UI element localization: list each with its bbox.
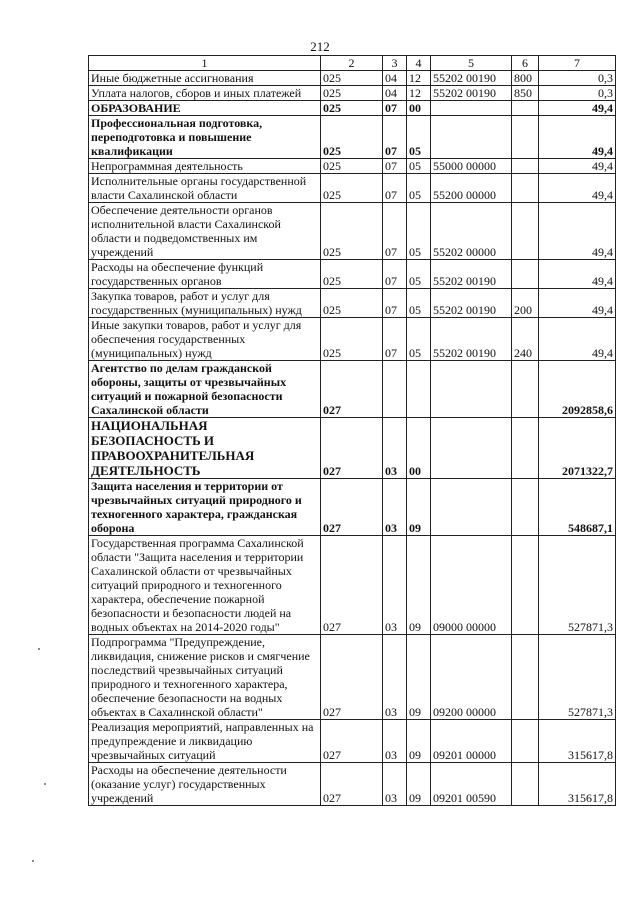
column-header: 5	[431, 56, 512, 71]
subsection-cell: 05	[407, 174, 431, 203]
row-name-cell: Профессиональная подготовка, переподготовка и повышение квалификации	[89, 116, 321, 159]
expense-type-cell	[512, 159, 539, 174]
table-row	[89, 260, 616, 289]
column-header: 2	[321, 56, 383, 71]
ministry-code-cell: 025	[321, 101, 383, 116]
column-header: 7	[539, 56, 616, 71]
target-article-cell: 55202 00000	[431, 203, 512, 260]
column-header: 4	[407, 56, 431, 71]
table-row	[89, 203, 616, 260]
target-article-cell: 55202 00190	[431, 289, 512, 318]
ministry-code-cell: 027	[321, 720, 383, 763]
row-name-cell: Уплата налогов, сборов и иных платежей	[89, 86, 321, 101]
amount-cell: 527871,3	[539, 536, 616, 635]
table-row	[89, 536, 616, 635]
target-article-cell	[431, 116, 512, 159]
row-name-cell: ОБРАЗОВАНИЕ	[89, 101, 321, 116]
expense-type-cell	[512, 203, 539, 260]
expense-type-cell: 240	[512, 318, 539, 361]
target-article-cell: 09201 00590	[431, 763, 512, 806]
section-cell: 07	[383, 116, 407, 159]
target-article-cell	[431, 479, 512, 536]
subsection-cell: 05	[407, 318, 431, 361]
amount-cell: 49,4	[539, 101, 616, 116]
scan-speck	[32, 860, 34, 862]
amount-cell: 315617,8	[539, 720, 616, 763]
expense-type-cell: 850	[512, 86, 539, 101]
row-name-cell: Непрограммная деятельность	[89, 159, 321, 174]
table-row	[89, 479, 616, 536]
budget-table	[88, 55, 616, 806]
ministry-code-cell: 025	[321, 86, 383, 101]
expense-type-cell	[512, 101, 539, 116]
table-row	[89, 159, 616, 174]
amount-cell: 49,4	[539, 203, 616, 260]
amount-cell: 49,4	[539, 116, 616, 159]
table-row	[89, 763, 616, 806]
section-cell: 03	[383, 720, 407, 763]
ministry-code-cell: 025	[321, 318, 383, 361]
subsection-cell: 05	[407, 116, 431, 159]
section-cell: 04	[383, 86, 407, 101]
ministry-code-cell: 027	[321, 361, 383, 418]
amount-cell: 548687,1	[539, 479, 616, 536]
row-name-cell: Закупка товаров, работ и услуг для государственных (муниципальных) нужд	[89, 289, 321, 318]
section-cell: 03	[383, 536, 407, 635]
amount-cell: 0,3	[539, 86, 616, 101]
ministry-code-cell: 025	[321, 203, 383, 260]
section-cell: 03	[383, 418, 407, 479]
row-name-cell: Расходы на обеспечение деятельности (оказание услуг) государственных учреждений	[89, 763, 321, 806]
table-row	[89, 635, 616, 720]
column-header: 1	[89, 56, 321, 71]
table-row	[89, 361, 616, 418]
subsection-cell: 12	[407, 71, 431, 86]
subsection-cell: 12	[407, 86, 431, 101]
row-name-cell: НАЦИОНАЛЬНАЯ БЕЗОПАСНОСТЬ И ПРАВООХРАНИТЕЛЬНАЯ ДЕЯТЕЛЬНОСТЬ	[89, 418, 321, 479]
amount-cell: 49,4	[539, 289, 616, 318]
target-article-cell	[431, 418, 512, 479]
row-name-cell: Обеспечение деятельности органов исполнительной власти Сахалинской области и подведомственных им учреждений	[89, 203, 321, 260]
ministry-code-cell: 027	[321, 763, 383, 806]
section-cell: 07	[383, 289, 407, 318]
subsection-cell: 05	[407, 289, 431, 318]
ministry-code-cell: 025	[321, 71, 383, 86]
table-row	[89, 318, 616, 361]
subsection-cell: 05	[407, 203, 431, 260]
amount-cell: 2071322,7	[539, 418, 616, 479]
section-cell: 07	[383, 318, 407, 361]
ministry-code-cell: 027	[321, 635, 383, 720]
table-header-row	[89, 56, 616, 71]
subsection-cell: 09	[407, 763, 431, 806]
section-cell: 07	[383, 203, 407, 260]
amount-cell: 527871,3	[539, 635, 616, 720]
page-number: 212	[310, 39, 330, 54]
section-cell: 07	[383, 101, 407, 116]
ministry-code-cell: 025	[321, 174, 383, 203]
target-article-cell: 55202 00190	[431, 260, 512, 289]
subsection-cell: 00	[407, 101, 431, 116]
row-name-cell: Исполнительные органы государственной власти Сахалинской области	[89, 174, 321, 203]
ministry-code-cell: 027	[321, 479, 383, 536]
table-row	[89, 71, 616, 86]
target-article-cell: 55202 00190	[431, 86, 512, 101]
expense-type-cell	[512, 260, 539, 289]
ministry-code-cell: 025	[321, 289, 383, 318]
table-row	[89, 116, 616, 159]
row-name-cell: Реализация мероприятий, направленных на предупреждение и ликвидацию чрезвычайных ситуаций	[89, 720, 321, 763]
ministry-code-cell: 027	[321, 536, 383, 635]
row-name-cell: Иные закупки товаров, работ и услуг для обеспечения государственных (муниципальных) нужд	[89, 318, 321, 361]
row-name-cell: Агентство по делам гражданской обороны, защиты от чрезвычайных ситуаций и пожарной безопасности Сахалинской области	[89, 361, 321, 418]
target-article-cell	[431, 361, 512, 418]
subsection-cell	[407, 361, 431, 418]
row-name-cell: Подпрограмма "Предупреждение, ликвидация, снижение рисков и смягчение последствий чрезвычайных ситуаций природного и техногенного характера, обеспечение безопасности на водных объектах в Сахалинской области"	[89, 635, 321, 720]
subsection-cell: 09	[407, 479, 431, 536]
subsection-cell: 09	[407, 536, 431, 635]
expense-type-cell	[512, 174, 539, 203]
subsection-cell: 05	[407, 260, 431, 289]
table-row	[89, 418, 616, 479]
expense-type-cell: 200	[512, 289, 539, 318]
row-name-cell: Иные бюджетные ассигнования	[89, 71, 321, 86]
table-row	[89, 174, 616, 203]
subsection-cell: 09	[407, 635, 431, 720]
table-row	[89, 86, 616, 101]
row-name-cell: Государственная программа Сахалинской области "Защита населения и территории Сахалинской области от чрезвычайных ситуаций природного и техногенного характера, обеспечение пожарной безопасности и безопасности людей на водных объектах на 2014-2020 годы"	[89, 536, 321, 635]
row-name-cell: Защита населения и территории от чрезвычайных ситуаций природного и техногенного характера, гражданская оборона	[89, 479, 321, 536]
column-header: 3	[383, 56, 407, 71]
target-article-cell: 09201 00000	[431, 720, 512, 763]
expense-type-cell	[512, 116, 539, 159]
ministry-code-cell: 025	[321, 116, 383, 159]
table-row	[89, 101, 616, 116]
expense-type-cell	[512, 479, 539, 536]
target-article-cell: 55202 00190	[431, 71, 512, 86]
section-cell: 03	[383, 479, 407, 536]
amount-cell: 49,4	[539, 174, 616, 203]
subsection-cell: 00	[407, 418, 431, 479]
expense-type-cell	[512, 536, 539, 635]
section-cell: 07	[383, 159, 407, 174]
expense-type-cell	[512, 418, 539, 479]
amount-cell: 49,4	[539, 318, 616, 361]
section-cell: 04	[383, 71, 407, 86]
target-article-cell: 09200 00000	[431, 635, 512, 720]
amount-cell: 0,3	[539, 71, 616, 86]
ministry-code-cell: 027	[321, 418, 383, 479]
section-cell: 07	[383, 174, 407, 203]
amount-cell: 49,4	[539, 260, 616, 289]
table-row	[89, 720, 616, 763]
scan-speck	[44, 783, 46, 785]
ministry-code-cell: 025	[321, 159, 383, 174]
expense-type-cell: 800	[512, 71, 539, 86]
expense-type-cell	[512, 361, 539, 418]
subsection-cell: 09	[407, 720, 431, 763]
amount-cell: 2092858,6	[539, 361, 616, 418]
amount-cell: 315617,8	[539, 763, 616, 806]
section-cell: 07	[383, 260, 407, 289]
amount-cell: 49,4	[539, 159, 616, 174]
table-row	[89, 289, 616, 318]
target-article-cell: 09000 00000	[431, 536, 512, 635]
subsection-cell: 05	[407, 159, 431, 174]
scan-speck	[38, 648, 40, 650]
expense-type-cell	[512, 720, 539, 763]
row-name-cell: Расходы на обеспечение функций государственных органов	[89, 260, 321, 289]
section-cell	[383, 361, 407, 418]
section-cell: 03	[383, 635, 407, 720]
expense-type-cell	[512, 763, 539, 806]
target-article-cell: 55200 00000	[431, 174, 512, 203]
expense-type-cell	[512, 635, 539, 720]
target-article-cell	[431, 101, 512, 116]
target-article-cell: 55202 00190	[431, 318, 512, 361]
section-cell: 03	[383, 763, 407, 806]
ministry-code-cell: 025	[321, 260, 383, 289]
column-header: 6	[512, 56, 539, 71]
target-article-cell: 55000 00000	[431, 159, 512, 174]
